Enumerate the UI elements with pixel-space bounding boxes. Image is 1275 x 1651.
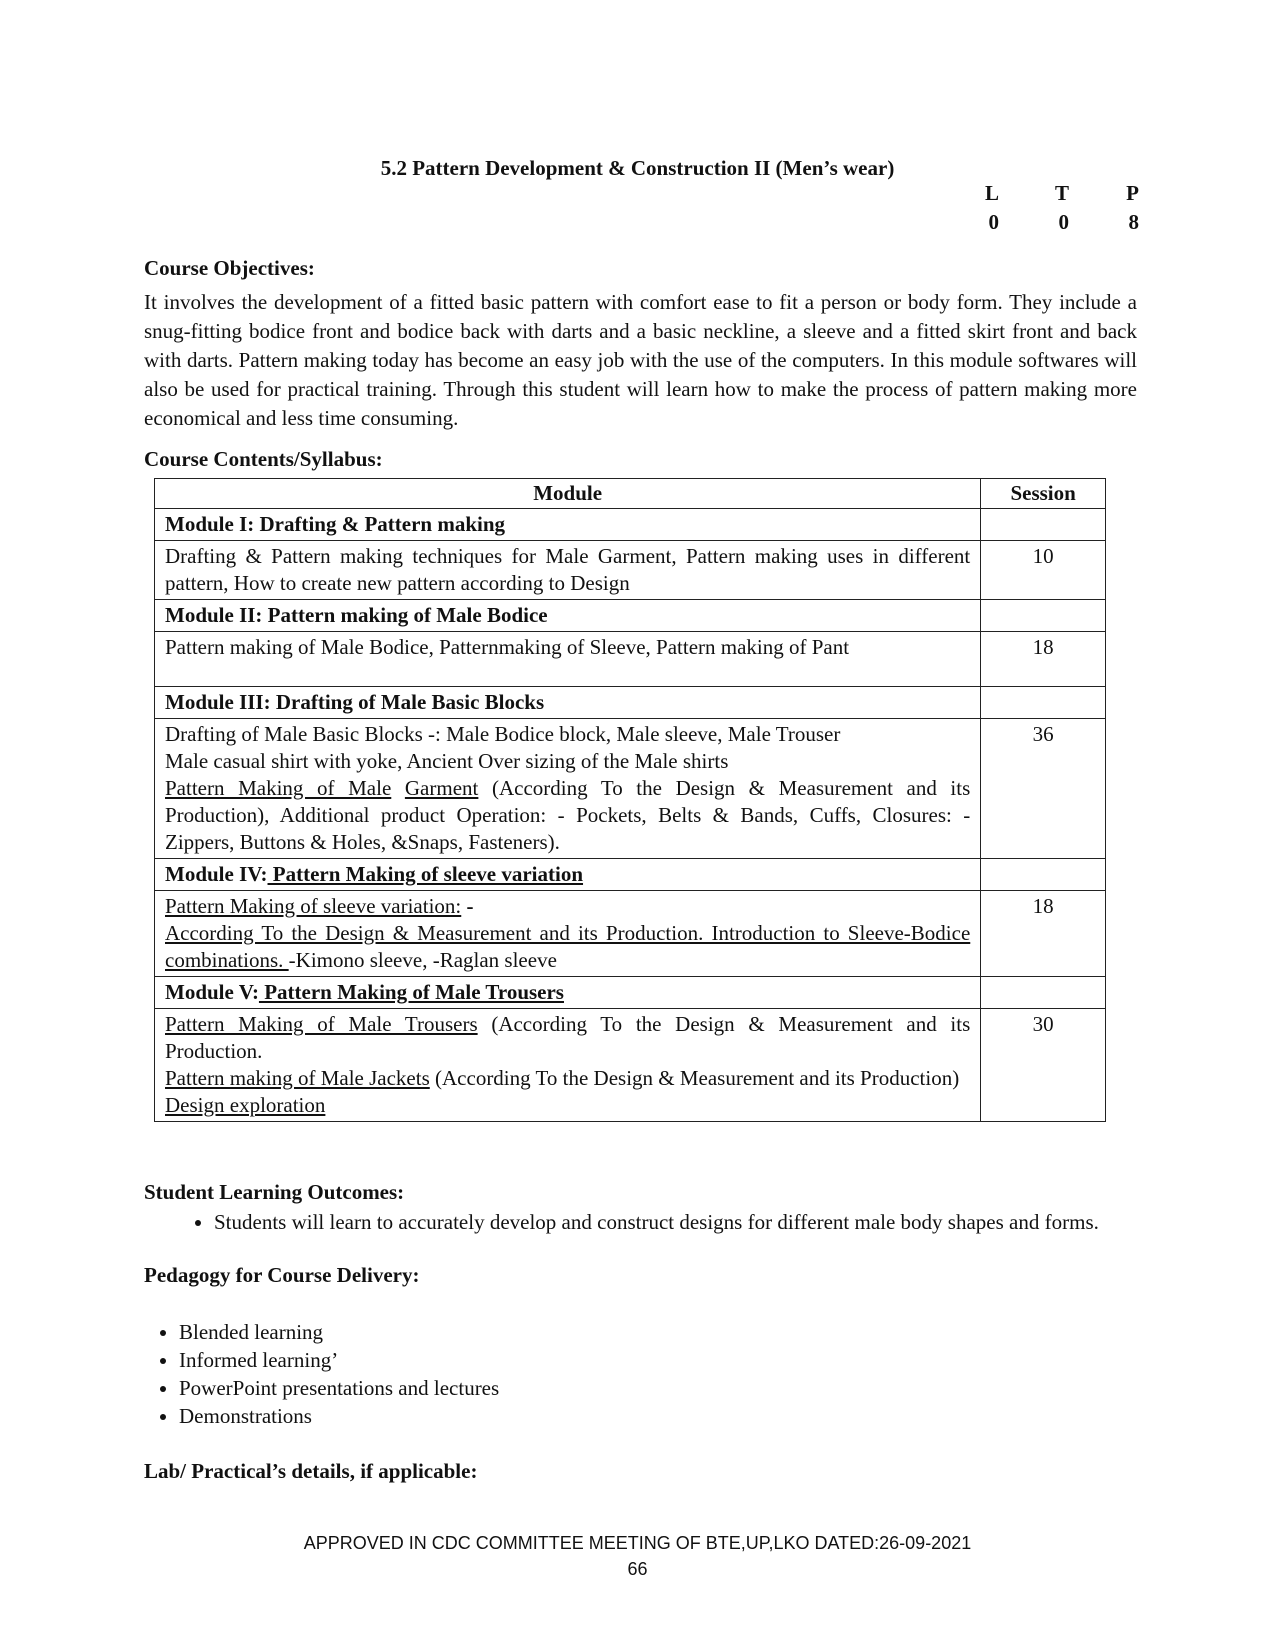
ltp-grid (929, 181, 1139, 235)
module-2-session: 18 (981, 632, 1106, 687)
module-1-heading-row (155, 509, 1106, 541)
module-5-heading-prefix: Module V: (165, 980, 259, 1004)
module-4-heading-prefix: Module IV: (165, 862, 268, 886)
module-3-session: 36 (981, 719, 1106, 859)
ltp-header-l: L (984, 181, 999, 205)
ltp-header-p: P (1126, 181, 1139, 205)
column-header-session: Session (981, 479, 1106, 509)
module-2-heading-session-cell (981, 600, 1106, 632)
module-3-underlined-1: Pattern Making of Male (165, 776, 392, 800)
module-4-session: 18 (981, 891, 1106, 977)
page-title: 5.2 Pattern Development & Construction II (Men’s wear) (380, 156, 895, 180)
module-4-rest: -Kimono sleeve, -Raglan sleeve (288, 948, 557, 972)
ltp-value-l: 0 (988, 210, 999, 234)
module-3-heading: Module III: Drafting of Male Basic Blocks (155, 687, 981, 719)
module-2-heading: Module II: Pattern making of Male Bodice (155, 600, 981, 632)
module-3-content-row (155, 719, 1106, 859)
pedagogy-item: • PowerPoint presentations and lectures (179, 1374, 499, 1402)
objectives-heading: Course Objectives: (144, 256, 315, 280)
module-5-heading-main: Pattern Making of Male Trousers (258, 980, 564, 1004)
module-5-rest-1: (According To the Design & Measurement and its Production. (165, 1012, 971, 1063)
module-3-description (155, 719, 981, 859)
module-2-description: Pattern making of Male Bodice, Patternmaking of Sleeve, Pattern making of Pant (155, 632, 981, 687)
module-5-description (155, 1009, 981, 1122)
page-number: 66 (627, 1559, 648, 1579)
pedagogy-heading: Pedagogy for Course Delivery: (144, 1263, 420, 1287)
lab-heading: Lab/ Practical’s details, if applicable: (144, 1459, 478, 1483)
module-5-content-row (155, 1009, 1106, 1122)
module-5-heading (155, 977, 981, 1009)
syllabus-heading: Course Contents/Syllabus: (144, 447, 383, 471)
module-2-content-row (155, 632, 1106, 687)
module-5-underlined-3: Design exploration (165, 1093, 326, 1117)
module-4-heading (155, 859, 981, 891)
outcomes-heading: Student Learning Outcomes: (144, 1180, 405, 1204)
module-4-underlined-2: According To the Design & Measurement and its Production. Introduction to Sleeve-Bodice combinations. (165, 921, 971, 972)
module-5-underlined-1: Pattern Making of Male Trousers (165, 1012, 478, 1036)
module-1-description: Drafting & Pattern making techniques for Male Garment, Pattern making uses in different pattern, How to create new pattern according to Design (155, 541, 981, 600)
module-1-session: 10 (981, 541, 1106, 600)
module-3-line-2: Male casual shirt with yoke, Ancient Over sizing of the Male shirts (165, 749, 729, 773)
module-4-content-row (155, 891, 1106, 977)
module-4-heading-row (155, 859, 1106, 891)
ltp-value-t: 0 (1058, 210, 1069, 234)
outcomes-list (180, 1209, 1174, 1236)
ltp-value-p: 8 (1128, 210, 1139, 234)
module-4-heading-main: Pattern Making of sleeve variation (267, 862, 584, 886)
module-3-underlined-2: Garment (404, 776, 479, 800)
syllabus-table (154, 478, 1106, 1122)
module-1-heading: Module I: Drafting & Pattern making (155, 509, 981, 541)
module-5-heading-row (155, 977, 1106, 1009)
column-header-module: Module (155, 479, 981, 509)
ltp-header-t: T (1054, 181, 1069, 205)
module-4-dash: - (461, 894, 474, 918)
module-5-underlined-2: Pattern making of Male Jackets (165, 1066, 430, 1090)
approval-note: APPROVED IN CDC COMMITTEE MEETING OF BTE,UP,LKO DATED:26-09-2021 (303, 1533, 972, 1553)
module-5-session: 30 (981, 1009, 1106, 1122)
module-3-rest: (According To the Design & Measurement and its Production), Additional product Operation: - Pockets, Belts & Bands, Cuffs, Closures: - Zippers, Buttons & Holes, &Snaps, Fasteners). (165, 776, 971, 854)
pedagogy-item: • Informed learning’ (179, 1346, 499, 1374)
pedagogy-item: • Blended learning (179, 1318, 499, 1346)
module-5-rest-2: (According To the Design & Measurement and its Production) (429, 1066, 960, 1090)
module-3-heading-session-cell (981, 687, 1106, 719)
pedagogy-list (144, 1318, 499, 1430)
table-header-row (155, 479, 1106, 509)
module-4-heading-session-cell (981, 859, 1106, 891)
page-footer (0, 1530, 1275, 1582)
outcomes-item: • Students will learn to accurately develop and construct designs for different male body shapes and forms. (214, 1209, 1174, 1236)
pedagogy-item: • Demonstrations (179, 1402, 499, 1430)
module-2-heading-row (155, 600, 1106, 632)
module-1-content-row (155, 541, 1106, 600)
module-3-heading-row (155, 687, 1106, 719)
module-4-underlined-1: Pattern Making of sleeve variation: (165, 894, 462, 918)
objectives-text: It involves the development of a fitted basic pattern with comfort ease to fit a person or body form. They include a snug-fitting bodice front and bodice back with darts and a basic neckline, a sleeve and a fitted skirt front and back with darts. Pattern making today has become an easy job with the use of the computers. In this module softwares will also be used for practical training. Through this student will learn how to make the process of pattern making more economical and less time consuming. (144, 290, 1137, 430)
module-5-heading-session-cell (981, 977, 1106, 1009)
module-1-heading-session-cell (981, 509, 1106, 541)
module-4-description (155, 891, 981, 977)
module-3-line-1: Drafting of Male Basic Blocks -: Male Bodice block, Male sleeve, Male Trouser (165, 722, 841, 746)
